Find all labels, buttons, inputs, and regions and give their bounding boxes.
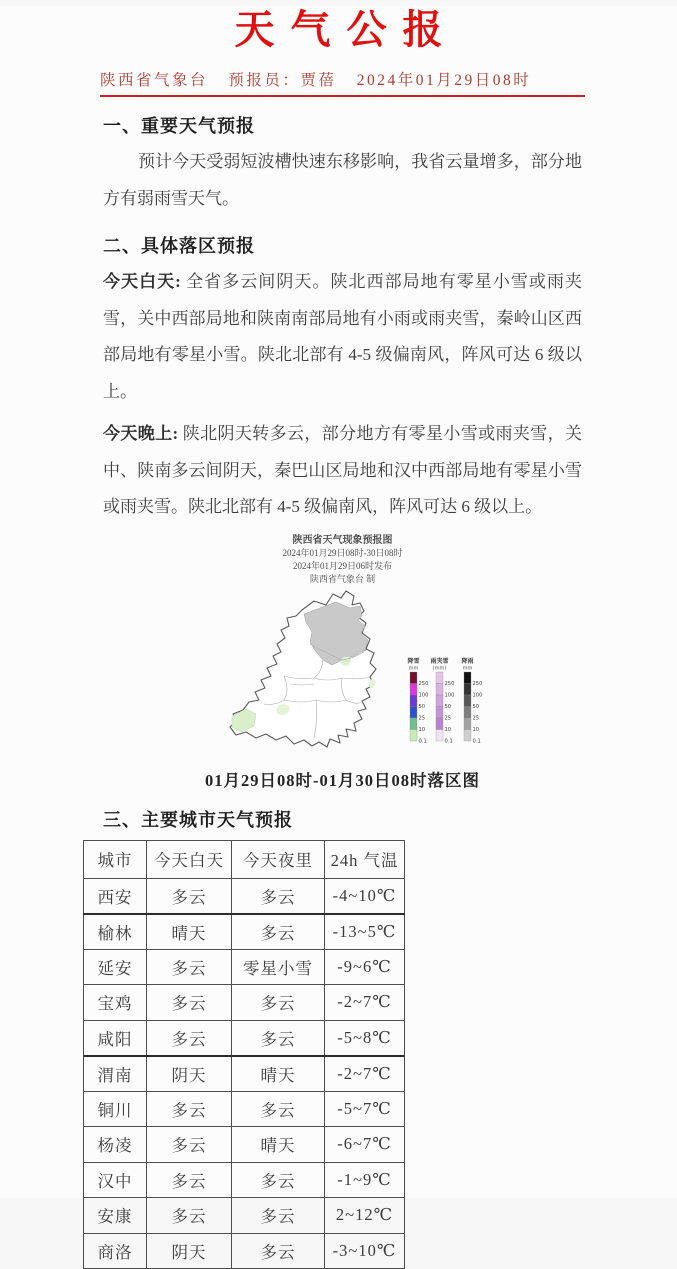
night-label: 今天晚上: [103,424,178,443]
shaanxi-forecast-map [224,588,488,758]
table-row [84,1233,405,1269]
table-cell: -1~9℃ [325,1162,405,1198]
table-cell: -9~6℃ [325,949,405,985]
section3-heading: 三、主要城市天气预报 [103,806,582,832]
legend-tick: 250 [418,681,428,687]
legend-swatch [464,672,471,684]
legend-bar-snow [407,657,428,745]
table-cell: 晴天 [147,914,232,950]
table-cell: 西安 [84,878,147,914]
legend-swatch [464,683,471,695]
table-cell: 渭南 [84,1056,147,1092]
daytime-forecast-paragraph [103,264,582,410]
table-cell: 多云 [232,914,325,950]
table-row [84,878,405,914]
legend-tick: 250 [444,681,454,687]
table-row [84,1162,405,1198]
table-row [84,1127,405,1163]
weather-bulletin-page [0,6,677,1198]
legend-bar-sleet [430,657,454,745]
table-cell: 铜川 [84,1091,147,1127]
legend-tick: 0.1 [472,738,480,744]
forecaster-name: 贾蓓 [300,72,336,89]
table-cell: 多云 [232,985,325,1021]
table-header-cell: 今天白天 [147,840,232,878]
table-cell: 延安 [84,949,147,985]
legend-swatch [436,695,443,707]
night-forecast-paragraph [103,416,582,526]
table-cell: -2~7℃ [325,985,405,1021]
map-issue-time: 2024年01月29日06时发布 [103,560,582,573]
legend-tick: 50 [472,704,479,710]
table-header-row [84,840,405,878]
legend-swatch [436,706,443,718]
bulletin-meta-line [100,68,585,97]
table-cell: 晴天 [232,1056,325,1092]
legend-label-rain: 降雨 [461,657,473,665]
table-cell: -13~5℃ [325,914,405,950]
map-legend [407,657,482,745]
legend-swatch [436,729,443,741]
table-cell: 咸阳 [84,1020,147,1056]
legend-bar-rain [461,657,482,745]
map-caption: 01月29日08时-01月30日08时落区图 [103,767,582,791]
legend-tick: 100 [444,692,454,698]
table-cell: -6~7℃ [325,1127,405,1163]
map-title: 陕西省天气现象预报图 [103,534,582,547]
section2-heading: 二、具体落区预报 [103,232,582,258]
table-row [84,1198,405,1234]
table-cell: 多云 [232,1162,325,1198]
table-cell: 多云 [147,1198,232,1234]
table-cell: 多云 [147,1127,232,1163]
table-cell: 阴天 [147,1233,232,1269]
legend-swatch [410,718,417,730]
table-cell: 商洛 [84,1233,147,1269]
table-cell: 多云 [147,1162,232,1198]
precip-zone-east [368,679,375,688]
night-text: 陕北阴天转多云，部分地方有零星小雪或雨夹雪，关中、陕南多云间阴天，秦巴山区局地和汉中西部局地有零星小雪或雨夹雪。陕北北部有 4-5 级偏南风，阵风可达 6 级以上。 [103,424,582,516]
legend-swatch [410,695,417,707]
legend-swatch [410,729,417,741]
table-cell: 多云 [147,878,232,914]
table-row [84,1091,405,1127]
issue-datetime: 2024年01月29日08时 [357,72,532,89]
city-forecast-table [83,840,405,1269]
station-name: 陕西省气象台 [100,72,208,89]
table-cell: -5~7℃ [325,1091,405,1127]
table-header-cell: 城市 [84,840,147,878]
table-row [84,949,405,985]
legend-swatch [436,718,443,730]
legend-tick: 25 [418,715,425,721]
map-credit: 陕西省气象台 制 [103,573,582,586]
legend-swatch [436,672,443,684]
table-cell: 多云 [232,1020,325,1056]
table-cell: 2~12℃ [325,1198,405,1234]
document-body [103,112,582,832]
table-cell: 阴天 [147,1056,232,1092]
table-cell: 多云 [232,1198,325,1234]
table-cell: 榆林 [84,914,147,950]
page-title: 天气公报 [0,6,677,54]
table-header-cell: 今天夜里 [232,840,325,878]
table-row [84,1020,405,1056]
legend-tick: 25 [472,715,479,721]
legend-tick: 50 [418,704,425,710]
legend-label-sleet: 雨夹雪 [430,657,448,665]
legend-tick: 10 [472,727,479,733]
table-cell: -5~8℃ [325,1020,405,1056]
legend-unit-snow: mm [408,665,418,671]
table-cell: 多云 [232,1091,325,1127]
table-cell: 安康 [84,1198,147,1234]
legend-swatch [464,718,471,730]
daytime-label: 今天白天: [103,272,181,291]
table-row [84,914,405,950]
table-cell: -4~10℃ [325,878,405,914]
table-head [84,840,405,878]
map-header [103,534,582,586]
table-header-cell: 24h 气温 [325,840,405,878]
table-cell: 杨凌 [84,1127,147,1163]
table-cell: -2~7℃ [325,1056,405,1092]
table-cell: -3~10℃ [325,1233,405,1269]
table-cell: 零星小雪 [232,949,325,985]
forecaster-label: 预报员： [228,72,300,89]
legend-tick: 10 [444,727,451,733]
legend-tick: 100 [472,692,482,698]
legend-swatch [464,695,471,707]
legend-tick: 50 [444,704,451,710]
legend-tick: 100 [418,692,428,698]
table-cell: 宝鸡 [84,985,147,1021]
table-cell: 汉中 [84,1162,147,1198]
table-row [84,985,405,1021]
table-row [84,1056,405,1092]
legend-swatch [410,683,417,695]
legend-swatch [410,706,417,718]
table-body [84,878,405,1269]
legend-tick: 0.1 [444,738,452,744]
daytime-text: 全省多云间阴天。陕北西部局地有零星小雪或雨夹雪，关中西部局地和陕南南部局地有小雨或雨夹雪，秦岭山区西部局地有零星小雪。陕北北部有 4-5 级偏南风，阵风可达 6 级以上。 [103,272,582,401]
section1-heading: 一、重要天气预报 [103,112,582,138]
table-cell: 多云 [232,1233,325,1269]
forecast-map-block [103,534,582,791]
legend-tick: 250 [472,681,482,687]
legend-unit-sleet: (mm) [432,665,446,671]
legend-swatch [436,683,443,695]
legend-unit-rain: mm [462,665,472,671]
legend-tick: 10 [418,727,425,733]
table-cell: 晴天 [232,1127,325,1163]
legend-label-snow: 降雪 [407,657,419,665]
table-cell: 多云 [147,949,232,985]
table-cell: 多云 [232,878,325,914]
map-valid-time: 2024年01月29日08时-30日08时 [103,547,582,560]
table-cell: 多云 [147,1091,232,1127]
legend-swatch [464,729,471,741]
section1-paragraph: 预计今天受弱短波槽快速东移影响，我省云量增多，部分地方有弱雨雪天气。 [103,144,582,217]
legend-swatch [410,672,417,684]
table-cell: 多云 [147,1020,232,1056]
legend-tick: 0.1 [418,738,426,744]
legend-swatch [464,706,471,718]
table-cell: 多云 [147,985,232,1021]
legend-tick: 25 [444,715,451,721]
